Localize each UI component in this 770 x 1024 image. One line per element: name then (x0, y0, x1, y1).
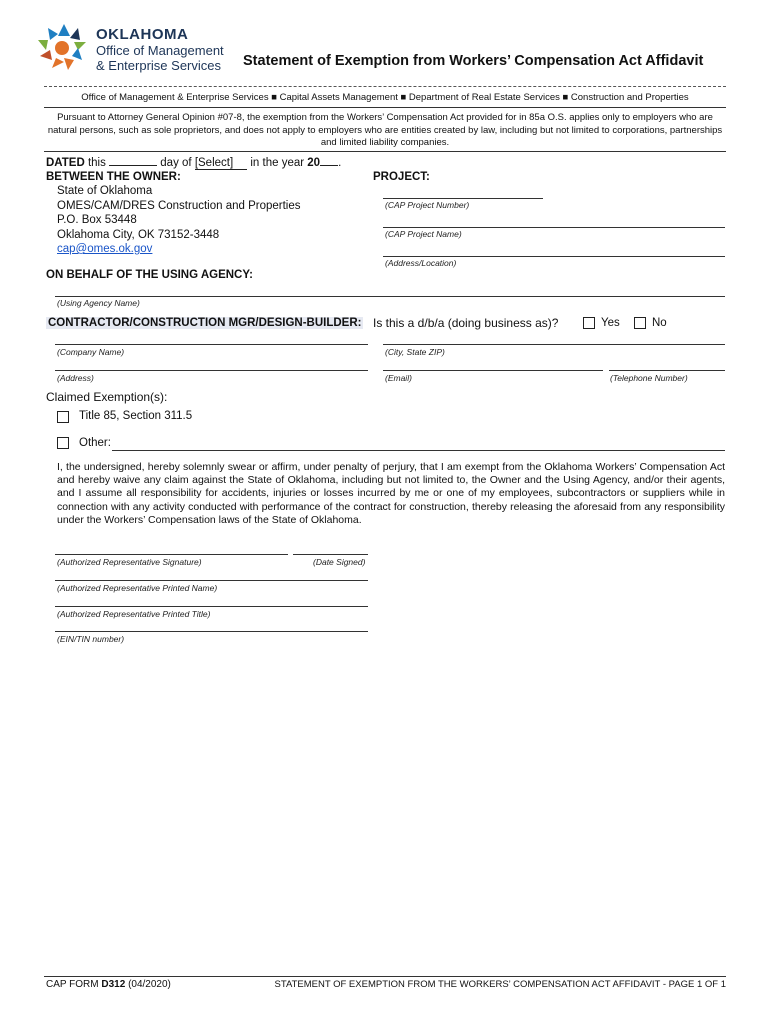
printed-name-line[interactable] (55, 580, 368, 581)
project-address-line[interactable] (383, 256, 725, 257)
dba-question: Is this a d/b/a (doing business as)? (373, 316, 559, 330)
dba-no-checkbox[interactable] (634, 317, 646, 329)
logo-star-icon (34, 20, 94, 76)
dated-this: this (87, 157, 106, 169)
intro-paragraph: Pursuant to Attorney General Opinion #07-8, the exemption from the Workers’ Compensation Act provided for in 85a O.S. applies only to employers who are natural persons, such as sole proprietors, and does not apply to employers who are entities created by law, including but not limited to corporations, partnerships and limited liability companies. (47, 112, 723, 148)
date-signed-line[interactable] (293, 554, 368, 555)
printed-name-label: (Authorized Representative Printed Name) (57, 583, 218, 593)
date-signed-label: (Date Signed) (313, 557, 366, 567)
signature-line[interactable] (55, 554, 288, 555)
agency-name-line[interactable] (55, 296, 725, 297)
printed-title-line[interactable] (55, 606, 368, 607)
dba-yes-label: Yes (601, 317, 620, 329)
project-address-label: (Address/Location) (385, 258, 457, 268)
year-field[interactable] (320, 155, 338, 166)
org-name-line1: OKLAHOMA (96, 26, 189, 43)
exemption-heading: Claimed Exemption(s): (46, 390, 168, 404)
other-label: Other: (79, 437, 111, 449)
agency-heading: ON BEHALF OF THE USING AGENCY: (46, 269, 253, 281)
contractor-heading: CONTRACTOR/CONSTRUCTION MGR/DESIGN-BUILDER: (48, 317, 362, 329)
dated-period: . (338, 157, 342, 169)
project-number-line[interactable] (383, 198, 543, 199)
owner-line-3: P.O. Box 53448 (57, 214, 137, 226)
footer-divider (44, 976, 726, 977)
footer-form-date: (04/2020) (128, 979, 171, 990)
ein-line[interactable] (55, 631, 368, 632)
company-name-line[interactable] (55, 344, 368, 345)
dated-line (46, 155, 341, 170)
agency-name-label: (Using Agency Name) (57, 298, 140, 308)
owner-line-4: Oklahoma City, OK 73152-3448 (57, 229, 220, 241)
dated-in-the-year: in the year (250, 157, 305, 169)
email-line[interactable] (383, 370, 603, 371)
owner-line-1: State of Oklahoma (57, 185, 153, 197)
page-title: Statement of Exemption from Workers’ Compensation Act Affidavit (243, 53, 704, 69)
month-select[interactable]: [Select] (195, 157, 247, 170)
dated-day-of: day of (160, 157, 192, 169)
title85-label: Title 85, Section 311.5 (79, 410, 193, 422)
other-line[interactable] (112, 450, 725, 451)
phone-line[interactable] (609, 370, 725, 371)
printed-title-label: (Authorized Representative Printed Title) (57, 609, 211, 619)
footer-form-number: D312 (101, 979, 126, 990)
owner-heading: BETWEEN THE OWNER: (46, 171, 181, 183)
intro-divider (44, 151, 726, 152)
year-prefix: 20 (307, 157, 321, 169)
dba-yes-checkbox[interactable] (583, 317, 595, 329)
footer-page-label: STATEMENT OF EXEMPTION FROM THE WORKERS’ COMPENSATION ACT AFFIDAVIT - PAGE 1 OF 1 (274, 979, 726, 990)
footer-form-prefix: CAP FORM (46, 979, 99, 990)
dba-no-label: No (652, 317, 667, 329)
phone-label: (Telephone Number) (610, 373, 688, 383)
org-name-line3: & Enterprise Services (96, 58, 221, 73)
project-number-label: (CAP Project Number) (385, 200, 470, 210)
org-name-line2: Office of Management (96, 43, 224, 58)
city-label: (City, State ZIP) (385, 347, 445, 357)
footer-form-id (46, 979, 171, 990)
subtitle-divider (44, 107, 726, 108)
address-label: (Address) (57, 373, 94, 383)
other-checkbox[interactable] (57, 437, 69, 449)
omes-logo (34, 20, 94, 76)
project-name-line[interactable] (383, 227, 725, 228)
email-label: (Email) (385, 373, 412, 383)
project-heading: PROJECT: (373, 171, 430, 183)
title85-checkbox[interactable] (57, 411, 69, 423)
owner-email-link[interactable]: cap@omes.ok.gov (57, 243, 153, 255)
address-line[interactable] (55, 370, 368, 371)
signature-label: (Authorized Representative Signature) (57, 557, 202, 567)
affidavit-paragraph: I, the undersigned, hereby solemnly swear or affirm, under penalty of perjury, that I am exempt from the Oklahoma Workers’ Compensation Act and hereby waive any claim against the State of Oklahoma, including but not limited to, the Owner and the Using Agency, and/or their agents, and I assume all responsibility for accidents, injuries or losses incurred by me or one of my employees, subcontractors or suppliers while in connection with any activity conducted with performance of the contract for construction, thereby releasing the aforesaid from any responsibility under the Workers’ Compensation laws of the State of Oklahoma. (57, 461, 725, 526)
project-name-label: (CAP Project Name) (385, 229, 462, 239)
company-name-label: (Company Name) (57, 347, 125, 357)
dated-label: DATED (46, 157, 85, 169)
title-divider (44, 86, 726, 87)
day-field[interactable] (109, 155, 157, 166)
owner-line-2: OMES/CAM/DRES Construction and Properties (57, 200, 301, 212)
page-subtitle: Office of Management & Enterprise Services ■ Capital Assets Management ■ Department of Real Estate Services ■ Construction and Properties (81, 92, 689, 103)
ein-label: (EIN/TIN number) (57, 634, 125, 644)
city-line[interactable] (383, 344, 725, 345)
